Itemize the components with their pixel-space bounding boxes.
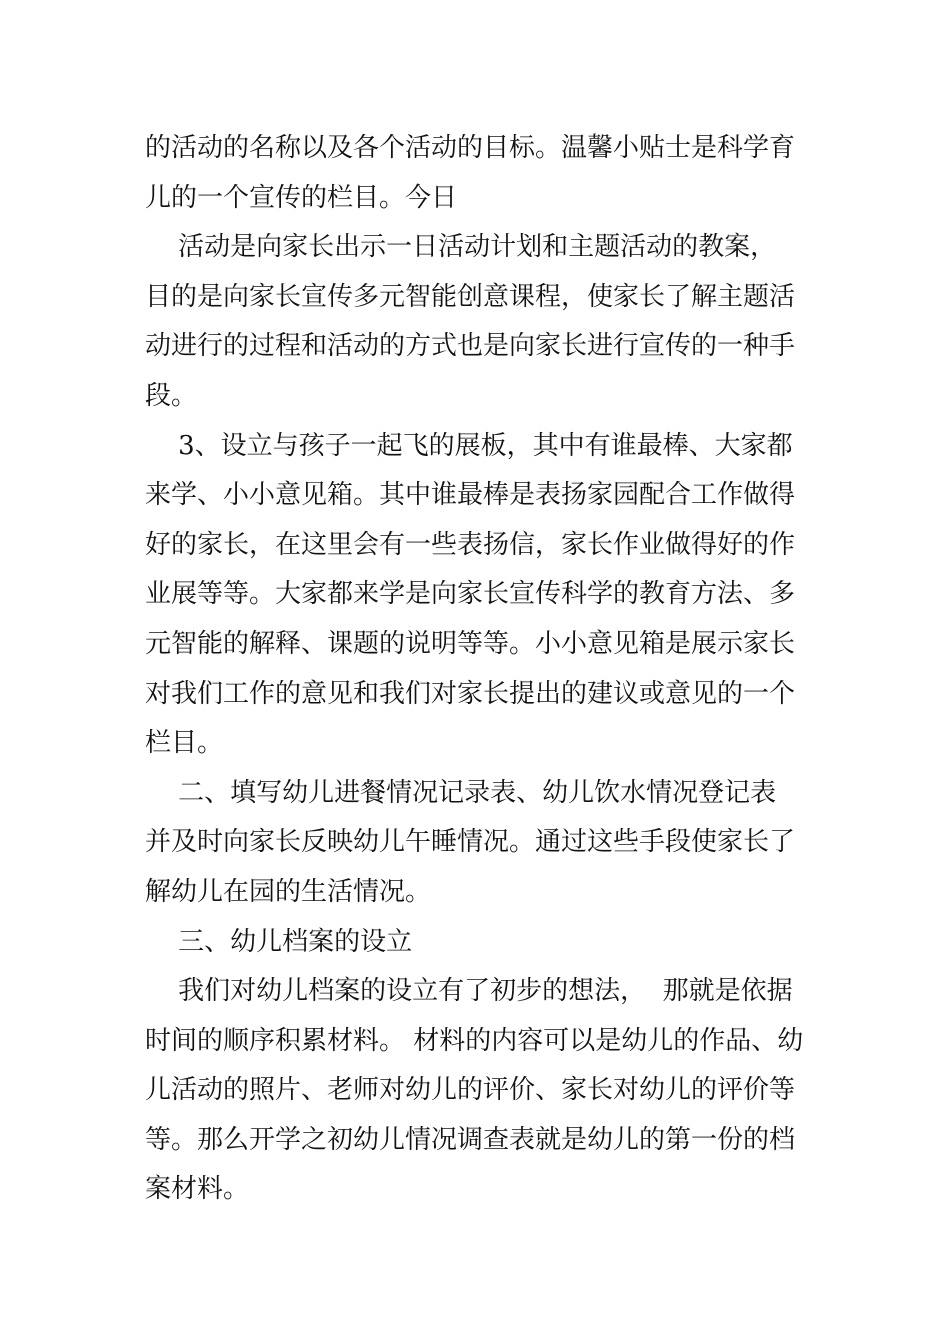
text-line: 业展等等。大家都来学是向家长宣传科学的教育方法、多 — [145, 579, 796, 610]
text-line: 的活动的名称以及各个活动的目标。温馨小贴士是科学育 — [145, 133, 796, 163]
text-line: 时间的顺序积累材料。 材料的内容可以是幼儿的作品、幼 — [145, 1025, 804, 1056]
text-line: 动进行的过程和活动的方式也是向家长进行宣传的一种手 — [145, 331, 796, 362]
text-line: 来学、小小意见箱。其中谁最棒是表扬家园配合工作做得 — [145, 480, 796, 511]
text-line: 3、设立与孩子一起飞的展板，其中有谁最棒、大家都 — [145, 430, 793, 461]
text-line: 好的家长，在这里会有一些表扬信，家长作业做得好的作 — [145, 529, 796, 560]
text-line: 目的是向家长宣传多元智能创意课程，使家长了解主题活 — [145, 281, 796, 312]
text-line: 案材料。 — [145, 1174, 250, 1205]
text-line: 三、幼儿档案的设立 — [145, 926, 413, 957]
text-line: 等。那么开学之初幼儿情况调查表就是幼儿的第一份的档 — [145, 1124, 796, 1155]
text-line: 活动是向家长出示一日活动计划和主题活动的教案， — [145, 232, 777, 263]
text-line: 对我们工作的意见和我们对家长提出的建议或意见的一个 — [145, 678, 796, 709]
text-line: 儿活动的照片、老师对幼儿的评价、家长对幼儿的评价等 — [145, 1075, 796, 1106]
text-line: 栏目。 — [145, 728, 224, 759]
body-text — [145, 124, 810, 1215]
text-line: 儿的一个宣传的栏目。今日 — [145, 182, 458, 213]
text-line: 元智能的解释、课题的说明等等。小小意见箱是展示家长 — [145, 628, 796, 659]
text-line: 二、填写幼儿进餐情况记录表、幼儿饮水情况登记表 — [145, 777, 777, 808]
text-line: 并及时向家长反映幼儿午睡情况。通过这些手段使家长了 — [145, 827, 796, 858]
text-line: 我们对幼儿档案的设立有了初步的想法， 那就是依据 — [145, 976, 793, 1007]
text-line: 段。 — [145, 380, 198, 411]
text-line: 解幼儿在园的生活情况。 — [145, 876, 432, 907]
